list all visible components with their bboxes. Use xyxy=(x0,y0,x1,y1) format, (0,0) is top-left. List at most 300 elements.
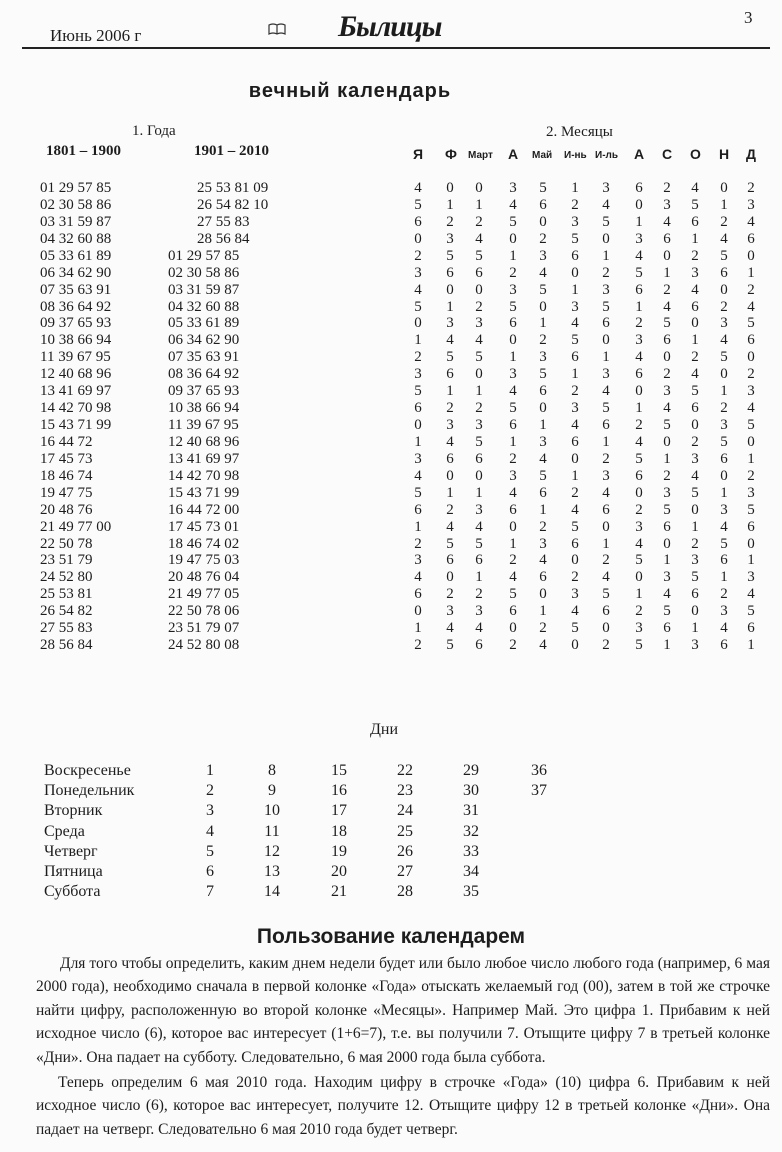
month-code-cell: 1 xyxy=(663,552,671,569)
month-code-cell: 3 xyxy=(602,281,610,298)
month-code-cell: 0 xyxy=(663,535,671,552)
month-code-cell: 2 xyxy=(539,620,547,637)
month-code-cell: 3 xyxy=(571,586,579,603)
month-code-cell: 4 xyxy=(663,400,671,417)
month-code-cell: 6 xyxy=(509,315,517,332)
month-code-cell: 5 xyxy=(747,315,755,332)
year-cell-1800s: 22 50 78 xyxy=(40,535,93,552)
month-code-cell: 2 xyxy=(414,349,422,366)
month-code-cell: 6 xyxy=(635,180,643,196)
month-code-cell: 0 xyxy=(475,366,483,383)
year-cell-1800s: 05 33 61 89 xyxy=(40,247,112,264)
day-number-cell: 31 xyxy=(463,802,479,820)
month-code-cell: 6 xyxy=(414,586,422,603)
month-code-cell: 5 xyxy=(509,298,517,315)
month-code-cell: 2 xyxy=(414,637,422,654)
weekday-name: Воскресенье xyxy=(44,762,131,779)
year-cell-1800s: 07 35 63 91 xyxy=(40,281,112,298)
month-code-cell: 2 xyxy=(571,196,579,213)
month-code-cell: 0 xyxy=(602,230,610,247)
month-code-cell: 2 xyxy=(691,247,699,264)
day-number-cell: 23 xyxy=(397,782,413,800)
day-number-cell: 29 xyxy=(463,762,479,779)
month-code-cell: 1 xyxy=(747,264,755,281)
month-code-cell: 4 xyxy=(414,281,422,298)
month-code-cell: 6 xyxy=(663,332,671,349)
month-code-cell: 5 xyxy=(602,586,610,603)
month-code-cell: 3 xyxy=(414,552,422,569)
month-code-cell: 1 xyxy=(539,315,547,332)
months-caption: 2. Месяцы xyxy=(546,124,613,140)
month-code-cell: 0 xyxy=(509,230,517,247)
month-code-cell: 0 xyxy=(475,467,483,484)
month-code-cell: 5 xyxy=(747,417,755,434)
day-number-cell: 33 xyxy=(463,842,479,860)
month-code-cell: 5 xyxy=(414,298,422,315)
year-cell-1800s: 20 48 76 xyxy=(40,501,93,518)
month-code-cell: 3 xyxy=(691,637,699,654)
month-code-cell: 3 xyxy=(509,366,517,383)
month-code-cell: 6 xyxy=(571,433,579,450)
day-number-cell: 9 xyxy=(268,782,276,800)
month-header: Май xyxy=(532,150,553,161)
month-code-cell: 3 xyxy=(635,332,643,349)
month-code-cell: 2 xyxy=(635,315,643,332)
month-code-cell: 1 xyxy=(635,213,643,230)
month-code-cell: 0 xyxy=(747,247,755,264)
month-code-cell: 2 xyxy=(602,552,610,569)
month-code-cell: 4 xyxy=(663,213,671,230)
month-code-cell: 4 xyxy=(509,383,517,400)
year-cell-1900s: 08 36 64 92 xyxy=(168,366,240,383)
month-code-cell: 3 xyxy=(691,552,699,569)
month-code-cell: 5 xyxy=(691,383,699,400)
month-code-cell: 6 xyxy=(663,620,671,637)
usage-heading: Пользование календарем xyxy=(256,925,526,948)
month-code-cell: 3 xyxy=(720,603,728,620)
year-cell-1800s: 10 38 66 94 xyxy=(40,332,112,349)
month-code-cell: 0 xyxy=(635,569,643,586)
month-code-cell: 1 xyxy=(602,433,610,450)
month-code-cell: 0 xyxy=(691,315,699,332)
month-code-cell: 6 xyxy=(475,450,483,467)
month-code-cell: 1 xyxy=(720,383,728,400)
month-code-cell: 3 xyxy=(720,315,728,332)
month-code-cell: 0 xyxy=(747,535,755,552)
month-code-cell: 3 xyxy=(747,484,755,501)
month-code-cell: 0 xyxy=(539,586,547,603)
month-code-cell: 6 xyxy=(691,298,699,315)
month-code-cell: 5 xyxy=(720,349,728,366)
month-code-cell: 4 xyxy=(475,620,483,637)
month-code-cell: 5 xyxy=(475,349,483,366)
month-code-cell: 6 xyxy=(663,230,671,247)
month-code-cell: 1 xyxy=(635,586,643,603)
month-code-cell: 5 xyxy=(539,281,547,298)
day-number-cell: 30 xyxy=(463,782,479,800)
month-code-cell: 2 xyxy=(509,450,517,467)
month-code-cell: 4 xyxy=(571,603,579,620)
month-code-cell: 2 xyxy=(602,637,610,654)
month-code-cell: 3 xyxy=(720,417,728,434)
month-code-cell: 6 xyxy=(539,484,547,501)
month-code-cell: 3 xyxy=(635,230,643,247)
year-cell-1800s: 11 39 67 95 xyxy=(40,349,111,366)
month-code-cell: 5 xyxy=(539,180,547,196)
year-cell-1900s: 04 32 60 88 xyxy=(168,298,240,315)
month-code-cell: 5 xyxy=(539,366,547,383)
month-code-cell: 5 xyxy=(571,332,579,349)
day-number-cell: 10 xyxy=(264,802,280,820)
month-code-cell: 1 xyxy=(747,637,755,654)
month-code-cell: 4 xyxy=(635,535,643,552)
day-number-cell: 2 xyxy=(206,782,214,800)
year-cell-1900s: 23 51 79 07 xyxy=(168,620,240,637)
month-code-cell: 0 xyxy=(720,281,728,298)
month-code-cell: 5 xyxy=(539,467,547,484)
month-code-cell: 4 xyxy=(446,518,454,535)
day-number-cell: 15 xyxy=(331,762,347,779)
book-icon xyxy=(268,22,286,36)
day-number-cell: 6 xyxy=(206,863,214,880)
month-code-cell: 0 xyxy=(509,620,517,637)
month-code-cell: 2 xyxy=(747,281,755,298)
year-cell-1800s: 28 56 84 xyxy=(40,637,93,654)
month-code-cell: 4 xyxy=(509,484,517,501)
month-code-cell: 2 xyxy=(635,603,643,620)
month-code-cell: 3 xyxy=(691,264,699,281)
day-number-cell: 17 xyxy=(331,802,347,820)
weekday-name: Пятница xyxy=(44,863,103,880)
day-number-cell: 25 xyxy=(397,822,413,840)
month-code-cell: 4 xyxy=(691,180,699,196)
month-code-cell: 1 xyxy=(446,196,454,213)
month-header: С xyxy=(662,146,673,162)
month-code-cell: 1 xyxy=(691,230,699,247)
month-code-cell: 3 xyxy=(539,247,547,264)
month-code-cell: 6 xyxy=(509,501,517,518)
month-code-cell: 4 xyxy=(691,281,699,298)
year-cell-1900s: 20 48 76 04 xyxy=(168,569,240,586)
month-code-cell: 3 xyxy=(475,603,483,620)
month-code-cell: 5 xyxy=(635,264,643,281)
month-code-cell: 3 xyxy=(602,467,610,484)
month-code-cell: 3 xyxy=(539,535,547,552)
month-code-cell: 0 xyxy=(691,603,699,620)
day-number-cell: 13 xyxy=(264,863,280,880)
month-header: И-нь xyxy=(564,150,587,161)
month-code-cell: 5 xyxy=(602,400,610,417)
month-code-cell: 2 xyxy=(720,586,728,603)
month-code-cell: 0 xyxy=(414,230,422,247)
month-code-cell: 0 xyxy=(635,484,643,501)
usage-paragraph-1: Для того чтобы определить, каким днем недели будет или было любое число любого года (например, 6 мая 2000 года), необходимо сначала в первой колонке «Года» отыскать желаемый год (00), затем в той же строчке найти цифру, расположенную во второй колонке «Месяцы». Например Май. Это цифра 1. Прибавим к ней исходное число (6), которое вас интересует (1+6=7), т.е. вы получили 7. Отыщите цифру 7 в третьей колонке «Дни». Она падает на субботу. Следовательно, 6 мая 2000 года была суббота. xyxy=(36,955,770,1066)
year-cell-1800s: 27 55 83 xyxy=(40,620,93,637)
month-code-cell: 4 xyxy=(602,569,610,586)
month-code-cell: 6 xyxy=(663,518,671,535)
day-number-cell: 3 xyxy=(206,802,214,820)
month-header: Н xyxy=(719,146,730,162)
page-number: 3 xyxy=(744,8,753,27)
month-code-cell: 6 xyxy=(509,603,517,620)
month-code-cell: 0 xyxy=(663,349,671,366)
month-code-cell: 2 xyxy=(475,213,483,230)
month-code-cell: 4 xyxy=(446,433,454,450)
year-cell-1900s: 06 34 62 90 xyxy=(168,332,240,349)
month-code-cell: 4 xyxy=(691,467,699,484)
year-cell-1900s: 13 41 69 97 xyxy=(168,450,240,467)
month-code-cell: 1 xyxy=(720,484,728,501)
year-cell-1800s: 12 40 68 96 xyxy=(40,366,112,383)
month-code-cell: 6 xyxy=(691,400,699,417)
month-code-cell: 3 xyxy=(635,620,643,637)
month-code-cell: 2 xyxy=(635,501,643,518)
month-code-cell: 5 xyxy=(602,298,610,315)
month-code-cell: 4 xyxy=(571,315,579,332)
day-number-cell: 22 xyxy=(397,762,413,779)
month-code-cell: 1 xyxy=(663,450,671,467)
year-cell-1800s: 16 44 72 xyxy=(40,433,93,450)
month-code-cell: 3 xyxy=(414,366,422,383)
day-number-cell: 37 xyxy=(531,782,547,800)
weekday-name: Вторник xyxy=(44,802,103,820)
month-code-cell: 5 xyxy=(414,484,422,501)
year-cell-1800s: 04 32 60 88 xyxy=(40,230,112,247)
month-code-cell: 2 xyxy=(414,247,422,264)
month-code-cell: 6 xyxy=(446,366,454,383)
month-code-cell: 6 xyxy=(446,552,454,569)
month-code-cell: 5 xyxy=(446,637,454,654)
month-code-cell: 6 xyxy=(720,552,728,569)
month-code-cell: 2 xyxy=(747,366,755,383)
month-code-cell: 2 xyxy=(571,569,579,586)
month-code-cell: 0 xyxy=(414,603,422,620)
month-code-cell: 5 xyxy=(602,213,610,230)
year-cell-1800s: 17 45 73 xyxy=(40,450,93,467)
years-heading-1901: 1901 – 2010 xyxy=(194,143,269,159)
month-code-cell: 3 xyxy=(747,569,755,586)
month-code-cell: 0 xyxy=(635,383,643,400)
day-number-cell: 7 xyxy=(206,883,214,901)
day-number-cell: 26 xyxy=(397,842,413,860)
month-code-cell: 0 xyxy=(539,213,547,230)
month-code-cell: 3 xyxy=(446,230,454,247)
month-code-cell: 2 xyxy=(747,180,755,196)
year-cell-1900s: 26 54 82 10 xyxy=(197,196,269,213)
month-code-cell: 1 xyxy=(414,620,422,637)
month-code-cell: 1 xyxy=(475,196,483,213)
month-code-cell: 2 xyxy=(475,586,483,603)
month-code-cell: 0 xyxy=(663,247,671,264)
month-code-cell: 1 xyxy=(509,349,517,366)
month-code-cell: 3 xyxy=(663,383,671,400)
month-code-cell: 0 xyxy=(691,417,699,434)
month-code-cell: 0 xyxy=(571,264,579,281)
month-code-cell: 1 xyxy=(691,518,699,535)
month-code-cell: 4 xyxy=(446,620,454,637)
month-header: А xyxy=(634,146,645,162)
month-code-cell: 6 xyxy=(635,366,643,383)
month-code-cell: 3 xyxy=(602,180,610,196)
year-cell-1900s: 28 56 84 xyxy=(197,230,250,247)
day-number-cell: 27 xyxy=(397,863,413,880)
month-code-cell: 5 xyxy=(446,349,454,366)
month-code-cell: 5 xyxy=(663,603,671,620)
month-code-cell: 5 xyxy=(691,569,699,586)
month-code-cell: 4 xyxy=(635,247,643,264)
month-code-cell: 5 xyxy=(571,620,579,637)
month-code-cell: 1 xyxy=(446,383,454,400)
year-cell-1800s: 25 53 81 xyxy=(40,586,93,603)
month-code-cell: 3 xyxy=(414,450,422,467)
weekday-name: Четверг xyxy=(44,842,98,860)
year-cell-1900s: 24 52 80 08 xyxy=(168,637,240,654)
month-code-cell: 1 xyxy=(602,349,610,366)
year-cell-1800s: 03 31 59 87 xyxy=(40,213,112,230)
month-code-cell: 6 xyxy=(747,332,755,349)
month-code-cell: 2 xyxy=(475,400,483,417)
month-code-cell: 5 xyxy=(509,213,517,230)
year-cell-1800s: 01 29 57 85 xyxy=(40,180,112,196)
month-code-cell: 6 xyxy=(539,383,547,400)
month-code-cell: 3 xyxy=(475,501,483,518)
month-code-cell: 4 xyxy=(720,230,728,247)
month-code-cell: 3 xyxy=(446,315,454,332)
year-cell-1900s: 15 43 71 99 xyxy=(168,484,240,501)
header-date: Июнь 2006 г xyxy=(50,26,142,45)
page-title: вечный календарь xyxy=(248,80,452,102)
month-code-cell: 2 xyxy=(539,332,547,349)
month-code-cell: 0 xyxy=(602,620,610,637)
month-code-cell: 6 xyxy=(691,213,699,230)
month-code-cell: 5 xyxy=(446,535,454,552)
month-code-cell: 3 xyxy=(509,180,517,196)
month-code-cell: 1 xyxy=(571,467,579,484)
month-code-cell: 1 xyxy=(475,569,483,586)
weekday-name: Понедельник xyxy=(44,782,135,800)
month-code-cell: 5 xyxy=(747,603,755,620)
month-code-cell: 0 xyxy=(539,298,547,315)
month-code-cell: 5 xyxy=(720,247,728,264)
month-code-cell: 0 xyxy=(446,281,454,298)
month-code-cell: 3 xyxy=(747,383,755,400)
month-code-cell: 0 xyxy=(571,552,579,569)
month-code-cell: 3 xyxy=(747,196,755,213)
month-code-cell: 6 xyxy=(747,620,755,637)
month-code-cell: 4 xyxy=(720,620,728,637)
month-code-cell: 5 xyxy=(691,484,699,501)
month-code-cell: 4 xyxy=(414,467,422,484)
month-code-cell: 5 xyxy=(720,535,728,552)
month-code-cell: 5 xyxy=(509,400,517,417)
month-code-cell: 6 xyxy=(602,603,610,620)
day-number-cell: 19 xyxy=(331,842,347,860)
month-code-cell: 5 xyxy=(571,518,579,535)
month-code-cell: 1 xyxy=(663,637,671,654)
year-cell-1900s: 09 37 65 93 xyxy=(168,383,240,400)
month-code-cell: 6 xyxy=(539,569,547,586)
month-code-cell: 3 xyxy=(446,603,454,620)
month-code-cell: 3 xyxy=(691,450,699,467)
year-cell-1900s: 17 45 73 01 xyxy=(168,518,240,535)
month-code-cell: 3 xyxy=(571,400,579,417)
month-code-cell: 5 xyxy=(509,586,517,603)
month-code-cell: 1 xyxy=(602,247,610,264)
month-header: А xyxy=(508,146,519,162)
month-code-cell: 5 xyxy=(747,501,755,518)
month-code-cell: 6 xyxy=(720,637,728,654)
month-code-cell: 2 xyxy=(691,535,699,552)
day-number-cell: 34 xyxy=(463,863,479,880)
year-cell-1900s: 12 40 68 96 xyxy=(168,433,240,450)
header-divider xyxy=(22,47,770,49)
month-code-cell: 1 xyxy=(747,450,755,467)
month-code-cell: 0 xyxy=(446,467,454,484)
month-code-cell: 1 xyxy=(635,400,643,417)
month-header: О xyxy=(690,146,701,162)
month-code-cell: 1 xyxy=(539,603,547,620)
year-cell-1800s: 21 49 77 00 xyxy=(40,518,112,535)
month-code-cell: 3 xyxy=(720,501,728,518)
month-code-cell: 6 xyxy=(475,637,483,654)
month-code-cell: 4 xyxy=(747,298,755,315)
month-code-cell: 6 xyxy=(414,400,422,417)
month-code-cell: 2 xyxy=(663,281,671,298)
month-code-cell: 6 xyxy=(571,247,579,264)
month-code-cell: 1 xyxy=(414,332,422,349)
usage-paragraph-2: Теперь определим 6 мая 2010 года. Находим цифру в строчке «Года» (10) цифра 6. Прибавим к ней исходное число (6), которое вас интересует, получите 12. Отыщите цифру 12 в третьей колонке «Дни». Она падает на четверг. Следовательно 6 мая 2010 года будет четверг. xyxy=(36,1074,770,1138)
month-code-cell: 6 xyxy=(446,450,454,467)
month-code-cell: 6 xyxy=(414,501,422,518)
month-code-cell: 3 xyxy=(539,433,547,450)
day-number-cell: 18 xyxy=(331,822,347,840)
month-code-cell: 0 xyxy=(602,332,610,349)
month-code-cell: 0 xyxy=(747,433,755,450)
month-code-cell: 2 xyxy=(602,264,610,281)
year-cell-1900s: 02 30 58 86 xyxy=(168,264,240,281)
month-code-cell: 0 xyxy=(414,417,422,434)
year-cell-1900s: 14 42 70 98 xyxy=(168,467,240,484)
month-code-cell: 0 xyxy=(602,518,610,535)
month-code-cell: 3 xyxy=(663,196,671,213)
month-code-cell: 5 xyxy=(720,433,728,450)
month-code-cell: 4 xyxy=(747,400,755,417)
month-code-cell: 1 xyxy=(571,180,579,196)
month-code-cell: 0 xyxy=(663,433,671,450)
month-code-cell: 4 xyxy=(475,518,483,535)
month-code-cell: 6 xyxy=(475,264,483,281)
month-code-cell: 1 xyxy=(509,433,517,450)
month-code-cell: 6 xyxy=(720,450,728,467)
month-code-cell: 5 xyxy=(635,450,643,467)
month-code-cell: 2 xyxy=(446,501,454,518)
month-code-cell: 3 xyxy=(509,467,517,484)
month-code-cell: 1 xyxy=(414,433,422,450)
month-code-cell: 1 xyxy=(720,569,728,586)
month-code-cell: 5 xyxy=(475,433,483,450)
month-header: И-ль xyxy=(595,150,619,161)
month-code-cell: 4 xyxy=(663,586,671,603)
month-code-cell: 2 xyxy=(509,637,517,654)
month-code-cell: 5 xyxy=(414,196,422,213)
month-code-cell: 2 xyxy=(571,484,579,501)
years-heading-1801: 1801 – 1900 xyxy=(46,143,121,159)
month-code-cell: 3 xyxy=(663,484,671,501)
month-code-cell: 1 xyxy=(691,620,699,637)
month-code-cell: 4 xyxy=(539,264,547,281)
month-code-cell: 6 xyxy=(635,467,643,484)
month-code-cell: 0 xyxy=(571,450,579,467)
